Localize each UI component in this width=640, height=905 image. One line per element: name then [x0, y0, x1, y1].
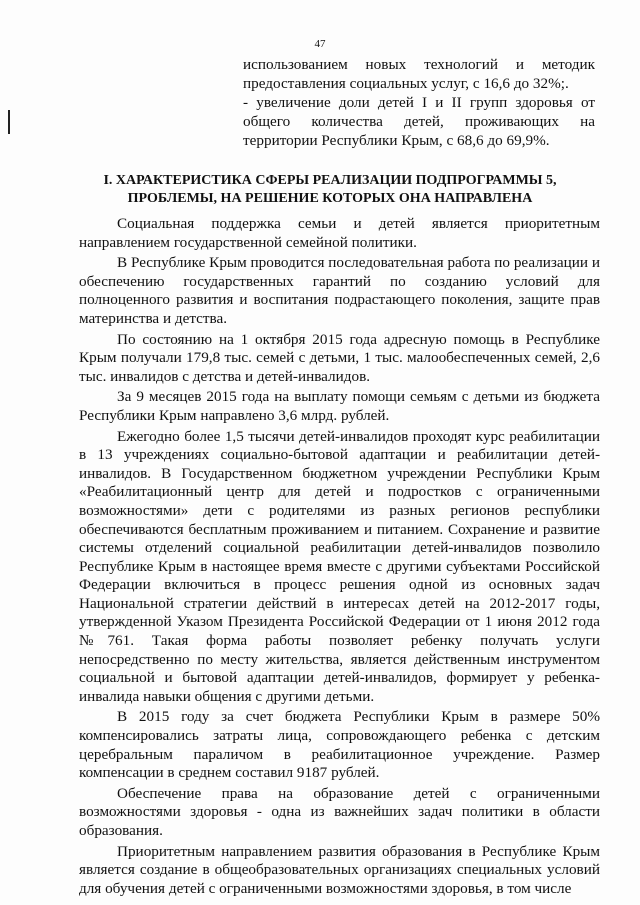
paragraph: Приоритетным направлением развития образования в Республике Крым является создание в общеобразовательных организациях специальных условий для обучения детей с ограниченными возможностями здоровья, в том числе — [79, 842, 600, 897]
continued-list-item: использованием новых технологий и методик предоставления социальных услуг, с 16,6 до 32%;. — [243, 56, 595, 92]
continued-list-item: - увеличение доли детей I и II групп здоровья от общего количества детей, проживающих на территории Республики Крым, с 68,6 до 69,9%. — [243, 94, 595, 149]
paragraph: В 2015 году за счет бюджета Республики Крым в размере 50% компенсировались затраты лица, сопровождающего ребенка с детским церебральным параличом в реабилитационное учреждение. Размер компенсации в среднем составил 9187 рублей. — [79, 708, 600, 782]
section-heading-line: ПРОБЛЕМЫ, НА РЕШЕНИЕ КОТОРЫХ ОНА НАПРАВЛЕНА — [127, 191, 533, 206]
paragraph: За 9 месяцев 2015 года на выплату помощи семьям с детьми из бюджета Республики Крым направлено 3,6 млрд. рублей. — [79, 388, 600, 424]
continued-list-block — [243, 55, 595, 150]
section-body — [79, 215, 600, 900]
section-heading — [60, 172, 600, 208]
paragraph: Социальная поддержка семьи и детей является приоритетным направлением государственной семейной политики. — [79, 215, 600, 251]
scan-margin-mark — [8, 110, 10, 134]
section-heading-line: I. ХАРАКТЕРИСТИКА СФЕРЫ РЕАЛИЗАЦИИ ПОДПРОГРАММЫ 5, — [103, 173, 557, 188]
page-number: 47 — [314, 38, 326, 50]
paragraph: Ежегодно более 1,5 тысячи детей-инвалидов проходят курс реабилитации в 13 учреждениях социально-бытовой адаптации и реабилитации детей-инвалидов. В Государственном бюджетном учреждении Республики Крым «Реабилитационный центр для детей и подростков с ограниченными возможностями» дети с родителями из разных регионов республики обеспечиваются бесплатным проживанием и питанием. Сохранение и развитие системы отделений социальной реабилитации детей-инвалидов позволило Республике Крым в настоящее время вместе с другими субъектами Российской Федерации включиться в процесс решения одной из основных задач Национальной стратегии действий в интересах детей на 2012-2017 годы, утвержденной Указом Президента Российской Федерации от 1 июня 2012 года №761. Такая форма работы позволяет ребенку получать услуги непосредственно по месту жительства, является действенным инструментом социальной и бытовой адаптации детей-инвалидов, формирует у ребенка-инвалида навыки общения с другими детьми. — [79, 427, 600, 705]
paragraph: Обеспечение права на образование детей с ограниченными возможностями здоровья - одна из важнейших задач политики в области образования. — [79, 784, 600, 839]
paragraph: По состоянию на 1 октября 2015 года адресную помощь в Республике Крым получали 179,8 тыс. семей с детьми, 1 тыс. малообеспеченных семей, 2,6 тыс. инвалидов с детства и детей-инвалидов. — [79, 330, 600, 385]
paragraph: В Республике Крым проводится последовательная работа по реализации и обеспечению государственных гарантий по созданию условий для полноценного развития и воспитания подрастающего поколения, защите прав материнства и детства. — [79, 254, 600, 327]
